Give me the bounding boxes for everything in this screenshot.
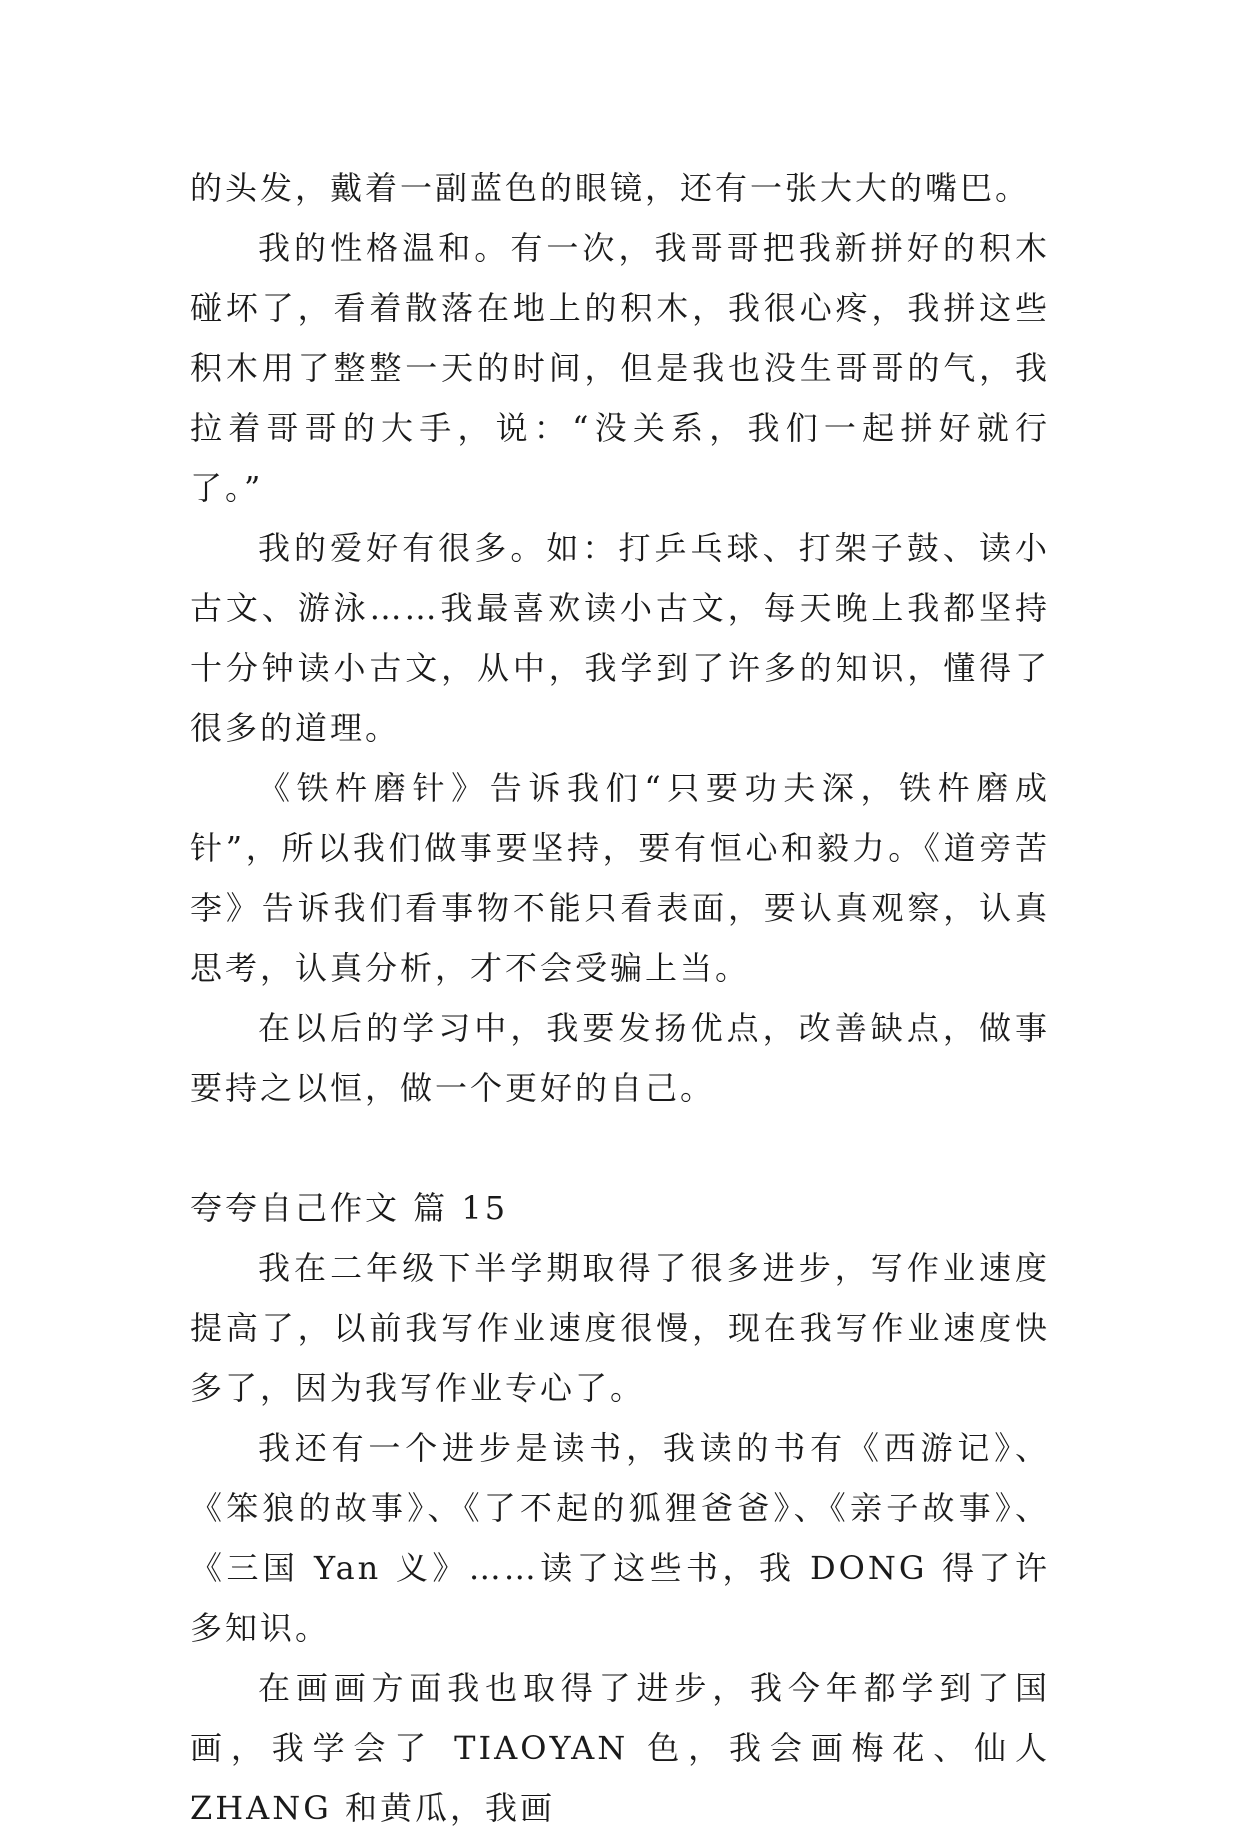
paragraph-conclusion: 在以后的学习中，我要发扬优点，改善缺点，做事要持之以恒，做一个更好的自己。 [190,1009,1050,1107]
paragraph-hobbies: 我的爱好有很多。如：打乒乓球、打架子鼓、读小古文、游泳……我最喜欢读小古文，每天晚上我都坚持十分钟读小古文，从中，我学到了许多的知识，懂得了很多的道理。 [190,529,1050,747]
paragraph-lessons: 《铁杵磨针》告诉我们“只要功夫深，铁杵磨成针”，所以我们做事要坚持，要有恒心和毅力。《道旁苦李》告诉我们看事物不能只看表面，要认真观察，认真思考，认真分析，才不会受骗上当。 [190,769,1050,987]
section-heading: 夸夸自己作文 篇 15 [190,1189,509,1227]
paragraph-painting-progress: 在画画方面我也取得了进步，我今年都学到了国画，我学会了 TIAOYAN 色，我会画梅花、仙人 ZHANG 和黄瓜，我画 [190,1669,1050,1827]
essay-body [190,158,1050,1838]
paragraph-continuation: 的头发，戴着一副蓝色的眼镜，还有一张大大的嘴巴。 [190,169,1031,207]
paragraph-personality: 我的性格温和。有一次，我哥哥把我新拼好的积木碰坏了，看着散落在地上的积木，我很心疼，我拼这些积木用了整整一天的时间，但是我也没生哥哥的气，我拉着哥哥的大手，说：“没关系，我们一起拼好就行了。” [190,229,1050,507]
paragraph-reading-progress: 我还有一个进步是读书，我读的书有《西游记》、《笨狼的故事》、《了不起的狐狸爸爸》、《亲子故事》、《三国 Yan 义》……读了这些书，我 DONG 得了许多知识。 [190,1429,1050,1647]
paragraph-homework-progress: 我在二年级下半学期取得了很多进步，写作业速度提高了，以前我写作业速度很慢，现在我写作业速度快多了，因为我写作业专心了。 [190,1249,1050,1407]
